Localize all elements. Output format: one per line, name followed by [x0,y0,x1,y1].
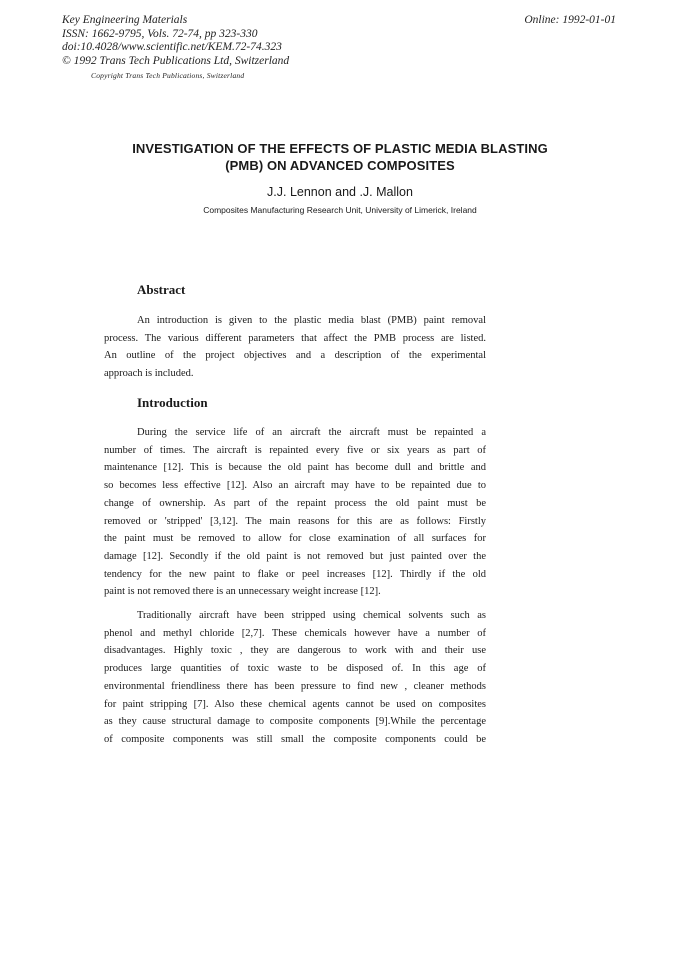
text-line: for paint stripping [7]. Also these chemical agents cannot be used on composites [104,698,486,710]
introduction-paragraph-1 [104,424,486,601]
abstract-paragraph [104,312,486,383]
text-line: Traditionally aircraft have been stripped using chemical solvents such as [137,610,486,621]
copyright-small-line: Copyright Trans Tech Publications, Switzerland [91,71,245,80]
text-line: the paint must be removed to allow for close examination of all surfaces for [104,533,486,545]
text-line: number of times. The aircraft is repainted every five or six years as part of [104,444,486,456]
text-line: environmental friendliness there has been pressure to find new , cleaner methods [104,680,486,692]
journal-header [62,14,289,83]
text-line: change of ownership. As part of the repaint process the old paint must be [104,497,486,509]
introduction-heading: Introduction [137,395,208,410]
issn-line: ISSN: 1662-9795, Vols. 72-74, pp 323-330 [62,27,258,40]
journal-name: Key Engineering Materials [62,14,188,26]
text-line: so becomes less effective [12]. Also an aircraft may have to be repainted due to [104,480,486,492]
paper-title [60,140,620,174]
text-line: process. The various different parameters that affect the PMB process are listed. [104,332,486,344]
text-line: removed or 'stripped' [3,12]. The main reasons for this are as follows: Firstly [104,515,486,527]
text-line: An introduction is given to the plastic media blast (PMB) paint removal [137,315,486,326]
text-line: During the service life of an aircraft the aircraft must be repainted a [137,427,486,438]
text-line: damage [12]. Secondly if the old paint is not removed but just painted over the [104,550,486,562]
title-line-2: (PMB) ON ADVANCED COMPOSITES [225,158,455,173]
authors: J.J. Lennon and .J. Mallon [267,185,413,199]
copyright-line: © 1992 Trans Tech Publications Ltd, Switzerland [62,54,290,67]
title-line-1: INVESTIGATION OF THE EFFECTS OF PLASTIC MEDIA BLASTING [132,141,548,156]
text-line: An outline of the project objectives and a description of the experimental [104,350,486,362]
abstract-heading: Abstract [137,282,186,297]
text-line: produces large quantities of toxic waste to be disposed of. In this age of [104,663,486,675]
introduction-paragraph-2 [104,607,486,749]
affiliation: Composites Manufacturing Research Unit, University of Limerick, Ireland [203,205,477,215]
text-line: disadvantages. Highly toxic , they are dangerous to work with and their use [104,645,486,657]
text-line: of composite components was still small the composite components could be [104,733,486,745]
text-line: as they cause structural damage to composite components [9].While the percentage [104,716,486,728]
text-line: tendency for the new paint to flake or peel increases [12]. Thirdly if the old [104,568,486,580]
text-line: maintenance [12]. This is because the old paint has become dull and brittle and [104,462,486,474]
text-line: phenol and methyl chloride [2,7]. These chemicals however have a number of [104,627,486,639]
doi-line: doi:10.4028/www.scientific.net/KEM.72-74.323 [62,41,282,53]
online-date: Online: 1992-01-01 [524,14,616,26]
text-line: paint is not removed there is an unnecessary weight increase [12]. [104,586,381,598]
text-line: approach is included. [104,368,194,380]
